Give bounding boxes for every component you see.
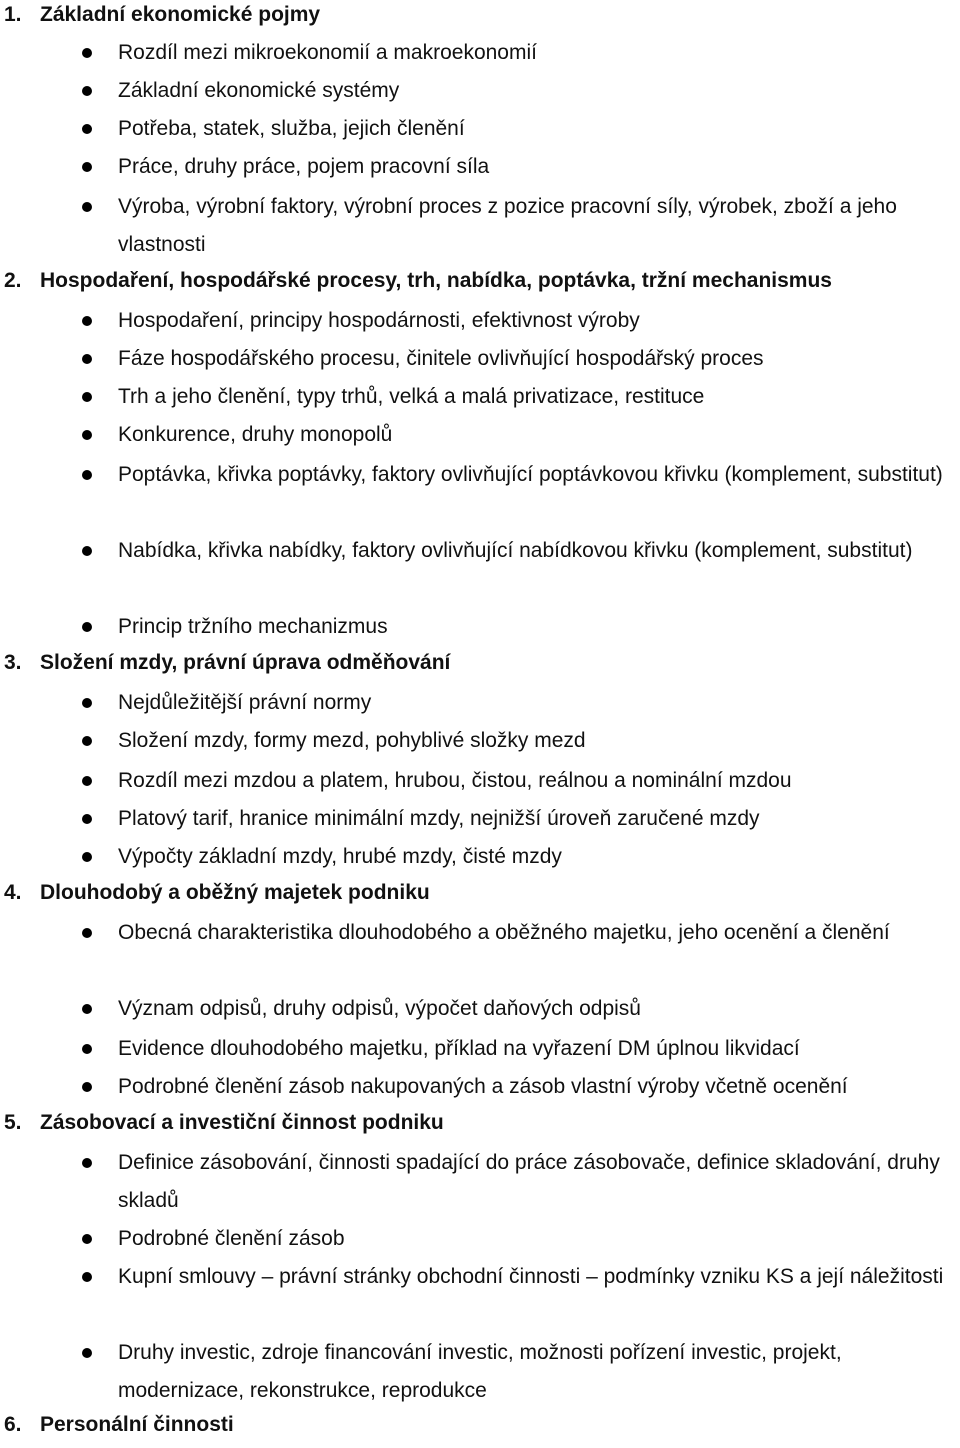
bullet-icon xyxy=(82,1044,92,1054)
bullet-icon xyxy=(82,430,92,440)
list-item-text: Význam odpisů, druhy odpisů, výpočet daňových odpisů xyxy=(118,997,641,1020)
section-number: 4. xyxy=(4,881,22,904)
bullet-icon xyxy=(82,1004,92,1014)
bullet-icon xyxy=(82,814,92,824)
bullet-icon xyxy=(82,1234,92,1244)
section-title: Složení mzdy, právní úprava odměňování xyxy=(40,651,451,674)
section-number: 6. xyxy=(4,1413,22,1436)
list-item-text: Druhy investic, zdroje financování investic, možnosti pořízení investic, projekt, modernizace, rekonstrukce, reprodukce xyxy=(118,1341,842,1402)
bullet-icon xyxy=(82,392,92,402)
bullet-icon xyxy=(82,124,92,134)
bullet-icon xyxy=(82,86,92,96)
section-title: Zásobovací a investiční činnost podniku xyxy=(40,1111,444,1134)
list-item-text: Hospodaření, principy hospodárnosti, efektivnost výroby xyxy=(118,309,640,332)
list-item-text: Podrobné členění zásob nakupovaných a zásob vlastní výroby včetně ocenění xyxy=(118,1075,848,1098)
bullet-icon xyxy=(82,776,92,786)
bullet-icon xyxy=(82,736,92,746)
section-number: 1. xyxy=(4,3,22,26)
list-item-text: Rozdíl mezi mzdou a platem, hrubou, čistou, reálnou a nominální mzdou xyxy=(118,769,792,792)
bullet-icon xyxy=(82,470,92,480)
list-item-text: Práce, druhy práce, pojem pracovní síla xyxy=(118,155,490,178)
bullet-icon xyxy=(82,928,92,938)
list-item-text: Výpočty základní mzdy, hrubé mzdy, čisté mzdy xyxy=(118,845,562,868)
list-item-text: Nejdůležitější právní normy xyxy=(118,691,372,714)
bullet-icon xyxy=(82,1348,92,1358)
list-item-text: Složení mzdy, formy mezd, pohyblivé složky mezd xyxy=(118,729,586,752)
bullet-icon xyxy=(82,546,92,556)
list-item-text: Obecná charakteristika dlouhodobého a oběžného majetku, jeho ocenění a členění xyxy=(118,921,890,944)
list-item-text: Fáze hospodářského procesu, činitele ovlivňující hospodářský proces xyxy=(118,347,764,370)
bullet-icon xyxy=(82,202,92,212)
section-number: 2. xyxy=(4,269,22,292)
section-title: Personální činnosti xyxy=(40,1413,234,1436)
bullet-icon xyxy=(82,354,92,364)
section-title: Dlouhodobý a oběžný majetek podniku xyxy=(40,881,430,904)
section-title: Základní ekonomické pojmy xyxy=(40,3,321,26)
list-item-text: Rozdíl mezi mikroekonomií a makroekonomií xyxy=(118,41,537,64)
list-item-text: Poptávka, křivka poptávky, faktory ovlivňující poptávkovou křivku (komplement, substitut) xyxy=(118,463,943,486)
bullet-icon xyxy=(82,48,92,58)
bullet-icon xyxy=(82,852,92,862)
list-item-text: Trh a jeho členění, typy trhů, velká a malá privatizace, restituce xyxy=(118,385,705,408)
bullet-icon xyxy=(82,1272,92,1282)
list-item-text: Konkurence, druhy monopolů xyxy=(118,423,393,446)
list-item-text: Definice zásobování, činnosti spadající do práce zásobovače, definice skladování, druhy skladů xyxy=(118,1151,940,1212)
section-number: 3. xyxy=(4,651,22,674)
bullet-icon xyxy=(82,698,92,708)
list-item-text: Evidence dlouhodobého majetku, příklad na vyřazení DM úplnou likvidací xyxy=(118,1037,800,1060)
list-item-text: Podrobné členění zásob xyxy=(118,1227,345,1250)
list-item-text: Kupní smlouvy – právní stránky obchodní činnosti – podmínky vzniku KS a její náležitosti xyxy=(118,1265,944,1288)
list-item-text: Výroba, výrobní faktory, výrobní proces z pozice pracovní síly, výrobek, zboží a jeho vlastnosti xyxy=(118,195,897,256)
list-item-text: Základní ekonomické systémy xyxy=(118,79,400,102)
list-item-text: Platový tarif, hranice minimální mzdy, nejnižší úroveň zaručené mzdy xyxy=(118,807,760,830)
section-number: 5. xyxy=(4,1111,22,1134)
bullet-icon xyxy=(82,622,92,632)
section-title: Hospodaření, hospodářské procesy, trh, nabídka, poptávka, tržní mechanismus xyxy=(40,269,832,292)
bullet-icon xyxy=(82,162,92,172)
list-item-text: Potřeba, statek, služba, jejich členění xyxy=(118,117,465,140)
bullet-icon xyxy=(82,1158,92,1168)
list-item-text: Princip tržního mechanizmus xyxy=(118,615,388,638)
bullet-icon xyxy=(82,316,92,326)
list-item-text: Nabídka, křivka nabídky, faktory ovlivňující nabídkovou křivku (komplement, substitut) xyxy=(118,539,913,562)
bullet-icon xyxy=(82,1082,92,1092)
